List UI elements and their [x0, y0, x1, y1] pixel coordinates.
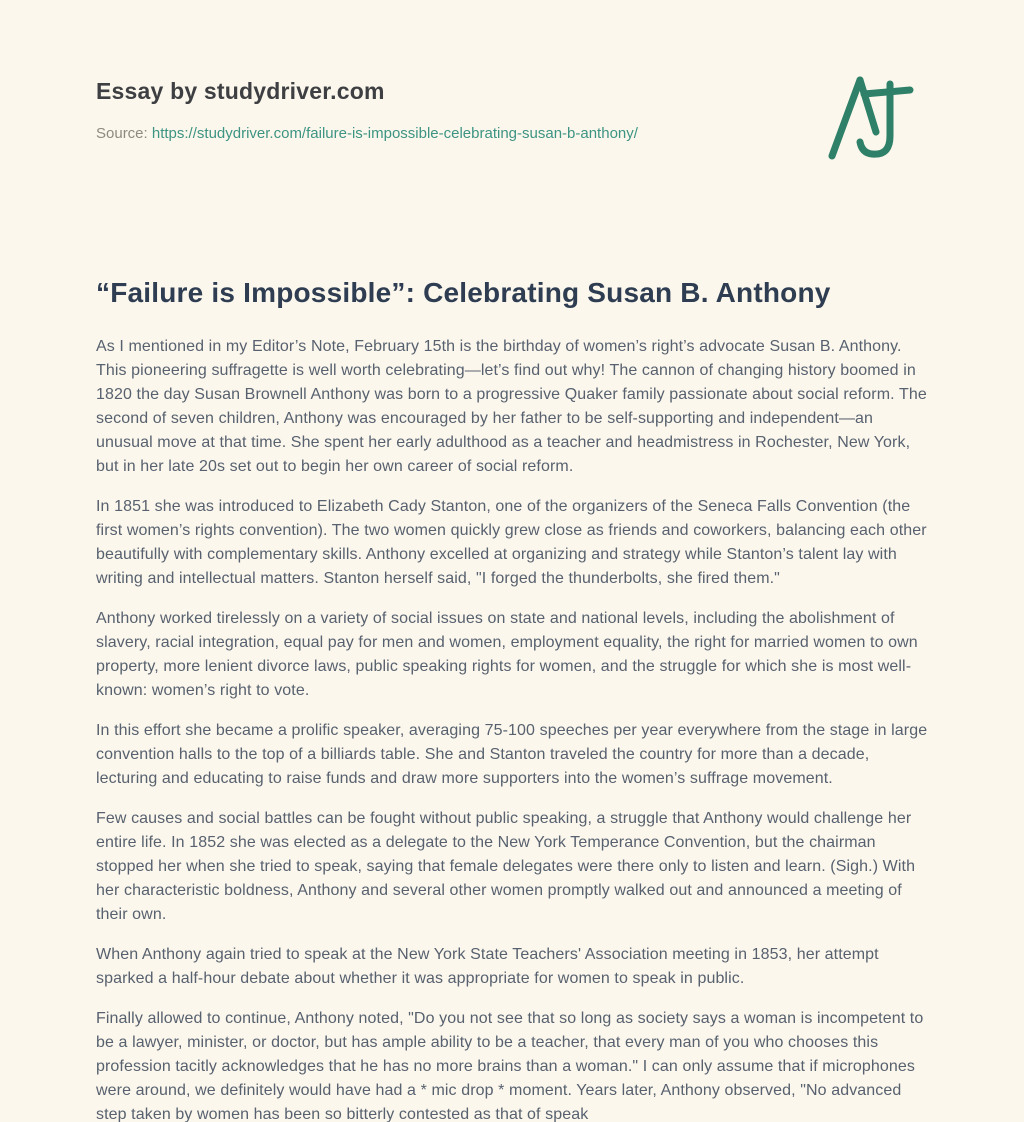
- article-paragraph: Anthony worked tirelessly on a variety of social issues on state and national levels, including the abolishment of slavery, racial integration, equal pay for men and women, employment equality, the right for married women to own property, more lenient divorce laws, public speaking rights for women, and the struggle for which she is most well-known: women’s right to vote.: [96, 610, 918, 699]
- document-header: [96, 76, 928, 165]
- studydriver-logo: [818, 70, 918, 165]
- source-url-link[interactable]: https://studydriver.com/failure-is-impossible-celebrating-susan-b-anthony/: [151, 125, 638, 142]
- article-paragraph: As I mentioned in my Editor’s Note, February 15th is the birthday of women’s right’s advocate Susan B. Anthony. This pioneering suffragette is well worth celebrating—let’s find out why! The cannon of changing history boomed in 1820 the day Susan Brownell Anthony was born to a progressive Quaker family passionate about social reform. The second of seven children, Anthony was encouraged by her father to be self-supporting and independent—an unusual move at that time. She spent her early adulthood as a teacher and headmistress in Rochester, New York, but in her late 20s set out to begin her own career of social reform.: [96, 338, 927, 475]
- article-title: “Failure is Impossible”: Celebrating Susan B. Anthony: [96, 277, 831, 308]
- source-label: Source:: [96, 125, 148, 142]
- header-text-block: [96, 76, 638, 142]
- article-paragraph: In 1851 she was introduced to Elizabeth Cady Stanton, one of the organizers of the Seneca Falls Convention (the first women’s rights convention). The two women quickly grew close as friends and coworkers, balancing each other beautifully with complementary skills. Anthony excelled at organizing and strategy while Stanton’s talent lay with writing and intellectual matters. Stanton herself said, "I forged the thunderbolts, she fired them.": [96, 498, 927, 587]
- source-line: [96, 125, 638, 142]
- article-paragraph: In this effort she became a prolific speaker, averaging 75-100 speeches per year everywhere from the stage in large convention halls to the top of a billiards table. She and Stanton traveled the country for more than a decade, lecturing and educating to raise funds and draw more supporters into the women’s suffrage movement.: [96, 722, 928, 787]
- article-body: [96, 335, 928, 1122]
- essay-by-heading: Essay by studydriver.com: [96, 78, 385, 104]
- article-paragraph: When Anthony again tried to speak at the New York State Teachers' Association meeting in 1853, her attempt sparked a half-hour debate about whether it was appropriate for women to speak in public.: [96, 946, 879, 987]
- article-paragraph: Finally allowed to continue, Anthony noted, "Do you not see that so long as society says a woman is incompetent to be a lawyer, minister, or doctor, but has ample ability to be a teacher, that every man of you who chooses this profession tacitly acknowledges that he has no more brains than a woman." I can only assume that if microphones were around, we definitely would have had a * mic drop * moment. Years later, Anthony observed, "No advanced step taken by women has been so bitterly contested as that of speak: [96, 1010, 924, 1122]
- studydriver-monogram-icon: [818, 70, 918, 165]
- article-paragraph: Few causes and social battles can be fought without public speaking, a struggle that Anthony would challenge her entire life. In 1852 she was elected as a delegate to the New York Temperance Convention, but the chairman stopped her when she tried to speak, saying that female delegates were there only to listen and learn. (Sigh.) With her characteristic boldness, Anthony and several other women promptly walked out and announced a meeting of their own.: [96, 810, 916, 923]
